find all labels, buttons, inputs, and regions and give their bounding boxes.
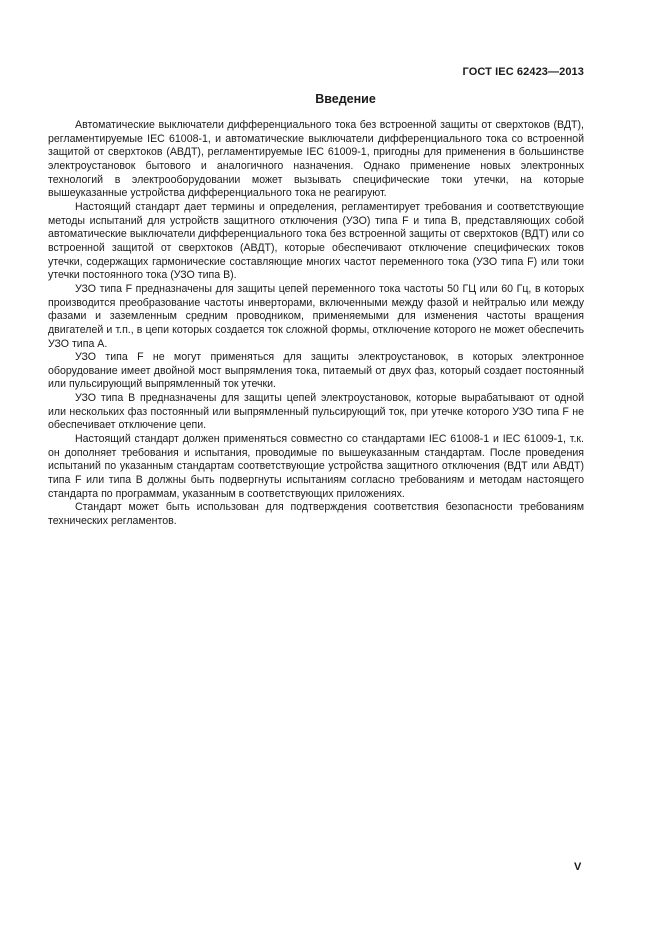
- section-title: Введение: [315, 92, 376, 106]
- paragraph: УЗО типа В предназначены для защиты цепей электроустановок, которые вырабатывают от одной или нескольких фаз постоянный или выпрямленный пульсирующий ток, при утечке которого УЗО типа F не обеспечивает отключение цепи.: [48, 392, 584, 432]
- page-number: V: [574, 861, 582, 873]
- paragraph: Настоящий стандарт должен применяться совместно со стандартами IEC 61008-1 и IEC 61009-1, т.к. он дополняет требования и испытания, проводимые по вышеуказанным стандартам. После проведения испытаний по указанным стандартам соответствующие устройства защитного отключения (ВДТ или АВДТ) типа F или типа В должны быть подвергнуты испытаниям согласно требованиям и методам настоящего стандарта по программам, указанным в соответствующих приложениях.: [48, 433, 584, 500]
- document-header-id: ГОСТ IEC 62423—2013: [462, 66, 584, 78]
- document-body: [48, 119, 584, 529]
- paragraph: Стандарт может быть использован для подтверждения соответствия безопасности требованиям технических регламентов.: [48, 501, 584, 528]
- paragraph: Автоматические выключатели дифференциального тока без встроенной защиты от сверхтоков (ВДТ), регламентируемые IEC 61008-1, и автоматические выключатели дифференциального тока со встроенной защитой от сверхтоков (АВДТ), регламентируемые IEC 61009-1, пригодны для применения в большинстве электроустановок бытового и аналогичного назначения. Однако применение новых электронных технологий в электрооборудовании может вызывать специфические токи утечки, на которые вышеуказанные устройства дифференциального тока не реагируют.: [48, 119, 584, 200]
- paragraph: Настоящий стандарт дает термины и определения, регламентирует требования и соответствующие методы испытаний для устройств защитного отключения (УЗО) типа F и типа В, представляющих собой автоматические выключатели дифференциального тока без встроенной защиты от сверхтоков (ВДТ) или со встроенной защитой от сверхтоков (АВДТ), которые обеспечивают отключение специфических токов утечки, содержащих гармонические составляющие многих частот переменного тока (УЗО типа F) или токи утечки постоянного тока (УЗО типа В).: [48, 200, 584, 282]
- paragraph: УЗО типа F не могут применяться для защиты электроустановок, в которых электронное оборудование имеет двойной мост выпрямления тока, питаемый от двух фаз, который создает постоянный или пульсирующий выпрямленный ток утечки.: [48, 351, 584, 391]
- paragraph: УЗО типа F предназначены для защиты цепей переменного тока частоты 50 ГЦ или 60 Гц, в которых производится преобразование частоты инверторами, включенными между фазой и нейтралью или между фазами и заземленным средним проводником, применяемыми для изменения частоты вращения двигателей и т.п., в цепи которых создается ток сложной формы, отключение которого не может обеспечить УЗО типа А.: [48, 282, 584, 350]
